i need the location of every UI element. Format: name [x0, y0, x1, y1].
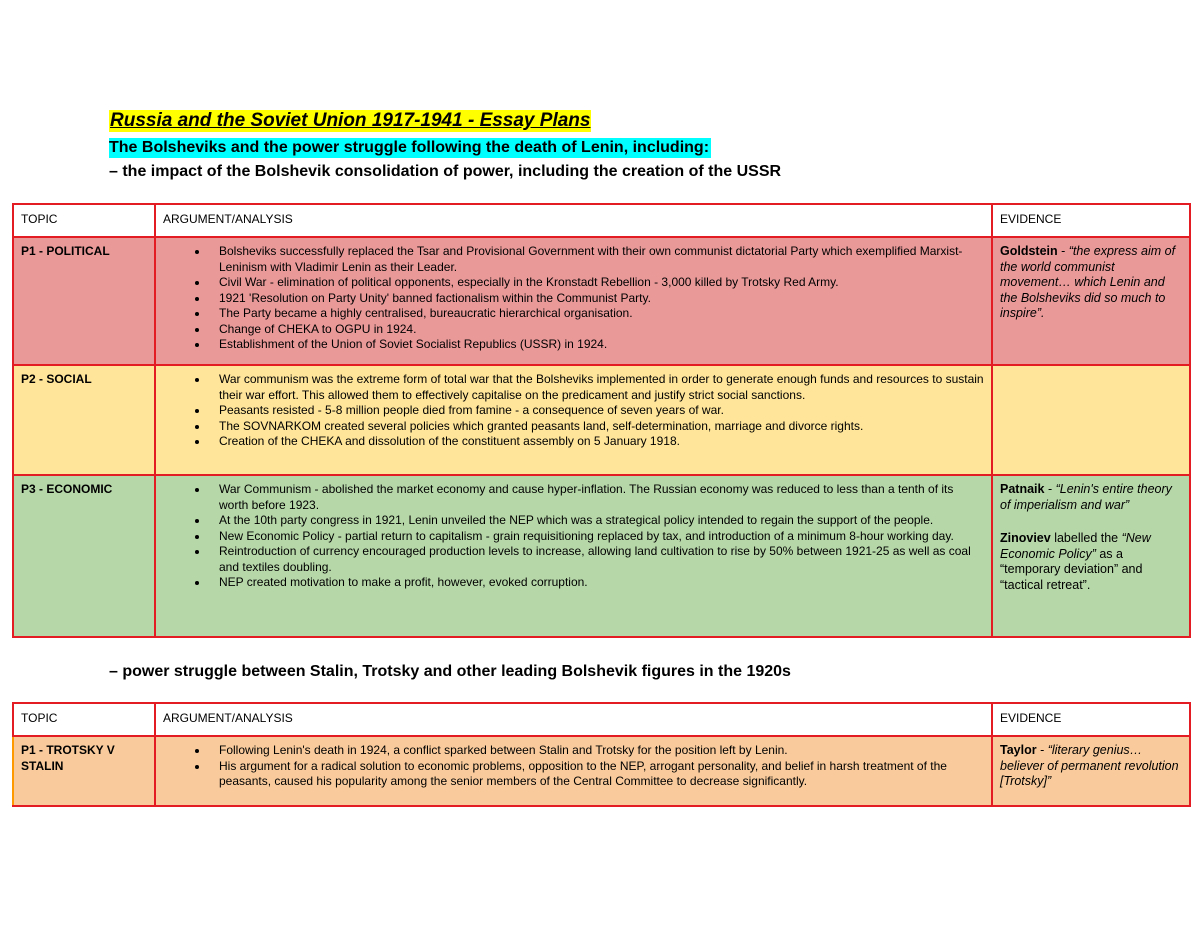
header-argument: ARGUMENT/ANALYSIS [155, 204, 992, 237]
historian-name: Goldstein [1000, 244, 1058, 258]
evidence-quote: “New Economic Policy” [1000, 531, 1151, 561]
evidence-economic [992, 475, 1190, 637]
bullet-point: The Party became a highly centralised, bureaucratic hierarchical organisation. [219, 306, 985, 322]
argument-list [163, 482, 985, 591]
table-row-trotsky-v-stalin [13, 736, 1190, 806]
bullet-point: Creation of the CHEKA and dissolution of the constituent assembly on 5 January 1918. [219, 434, 985, 450]
argument-social [155, 365, 992, 475]
bullet-point: Civil War - elimination of political opponents, especially in the Kronstadt Rebellion - 3,000 killed by Trotsky Red Army. [219, 275, 985, 291]
argument-economic [155, 475, 992, 637]
evidence-connector: - [1036, 743, 1048, 757]
historian-name: Zinoviev [1000, 531, 1051, 545]
bullet-point: Reintroduction of currency encouraged production levels to increase, allowing land cultivation to rise by 50% between 1921-25 as well as coal and textiles doubling. [219, 544, 985, 575]
bullet-point: War Communism - abolished the market economy and cause hyper-inflation. The Russian economy was reduced to less than a tenth of its worth before 1923. [219, 482, 985, 513]
evidence-connector: - [1057, 244, 1069, 258]
historian-name: Taylor [1000, 743, 1037, 757]
section-1-heading: – the impact of the Bolshevik consolidation of power, including the creation of the USSR [109, 163, 782, 180]
argument-political [155, 237, 992, 365]
evidence-tail: as a “temporary deviation” and “tactical retreat”. [1000, 546, 1143, 592]
table-header-row [13, 703, 1190, 736]
evidence-political [992, 237, 1190, 365]
evidence-social [992, 365, 1190, 475]
argument-list [163, 743, 985, 790]
table-row-political [13, 237, 1190, 365]
document-title: Russia and the Soviet Union 1917-1941 - Essay Plans [110, 110, 591, 131]
bullet-point: New Economic Policy - partial return to capitalism - grain requisitioning replaced by tax, and introduction of a minimum 8-hour working day. [219, 529, 985, 545]
bullet-point: 1921 'Resolution on Party Unity' banned factionalism within the Communist Party. [219, 291, 985, 307]
evidence-connector: labelled the [1050, 531, 1122, 545]
evidence-item [1000, 244, 1183, 322]
bullet-point: Establishment of the Union of Soviet Socialist Republics (USSR) in 1924. [219, 337, 985, 353]
header-topic: TOPIC [13, 204, 155, 237]
header-argument: ARGUMENT/ANALYSIS [155, 703, 992, 736]
essay-plan-table-1 [12, 203, 1191, 638]
bullet-point: Change of CHEKA to OGPU in 1924. [219, 322, 985, 338]
header-evidence: EVIDENCE [992, 204, 1190, 237]
table-header-row [13, 204, 1190, 237]
topic-economic: P3 - ECONOMIC [13, 475, 155, 637]
bullet-point: Bolsheviks successfully replaced the Tsar and Provisional Government with their own communist dictatorial Party which exemplified Marxist-Leninism with Vladimir Lenin as their Leader. [219, 244, 985, 275]
section-2-heading: – power struggle between Stalin, Trotsky and other leading Bolshevik figures in the 1920s [109, 663, 791, 680]
evidence-item [1000, 531, 1183, 593]
topic-social: P2 - SOCIAL [13, 365, 155, 475]
argument-trotsky-v-stalin [155, 736, 992, 806]
table-row-economic [13, 475, 1190, 637]
topic-trotsky-v-stalin: P1 - TROTSKY V STALIN [13, 736, 155, 806]
argument-list [163, 372, 985, 450]
header-evidence: EVIDENCE [992, 703, 1190, 736]
bullet-point: War communism was the extreme form of total war that the Bolsheviks implemented in order to generate enough funds and resources to sustain their war effort. This allowed them to effectively capitalise on the predicament and justify strict social sanctions. [219, 372, 984, 402]
table-row-social [13, 365, 1190, 475]
evidence-quote: “Lenin's entire theory of imperialism and war” [1000, 482, 1172, 512]
evidence-quote: “literary genius… believer of permanent revolution [Trotsky]” [1000, 743, 1179, 788]
historian-name: Patnaik [1000, 482, 1045, 496]
essay-plan-table-2 [12, 702, 1191, 807]
bullet-point: His argument for a radical solution to economic problems, opposition to the NEP, arrogant personality, and belief in harsh treatment of the peasants, caused his popularity among the senior members of the Central Committee to decrease significantly. [219, 759, 985, 790]
document-subtitle: The Bolsheviks and the power struggle following the death of Lenin, including: [109, 139, 710, 156]
bullet-point: At the 10th party congress in 1921, Lenin unveiled the NEP which was a strategical policy intended to regain the support of the people. [219, 513, 985, 529]
evidence-spacer [1000, 513, 1183, 531]
header-topic: TOPIC [13, 703, 155, 736]
bullet-point: The SOVNARKOM created several policies which granted peasants land, self-determination, marriage and divorce rights. [219, 419, 985, 435]
bullet-point: Peasants resisted - 5-8 million people died from famine - a consequence of seven years of war. [219, 403, 985, 419]
evidence-item [1000, 482, 1183, 513]
evidence-tail: ”. [1036, 306, 1045, 320]
argument-list [163, 244, 985, 353]
evidence-connector: - [1044, 482, 1056, 496]
evidence-trotsky-v-stalin [992, 736, 1190, 806]
evidence-quote: “the express aim of the world communist movement… which Lenin and the Bolsheviks did so much to inspire [1000, 244, 1176, 320]
evidence-item [1000, 743, 1183, 790]
topic-political: P1 - POLITICAL [13, 237, 155, 365]
bullet-point: NEP created motivation to make a profit, however, evoked corruption. [219, 575, 985, 591]
bullet-point: Following Lenin's death in 1924, a conflict sparked between Stalin and Trotsky for the position left by Lenin. [219, 743, 985, 759]
